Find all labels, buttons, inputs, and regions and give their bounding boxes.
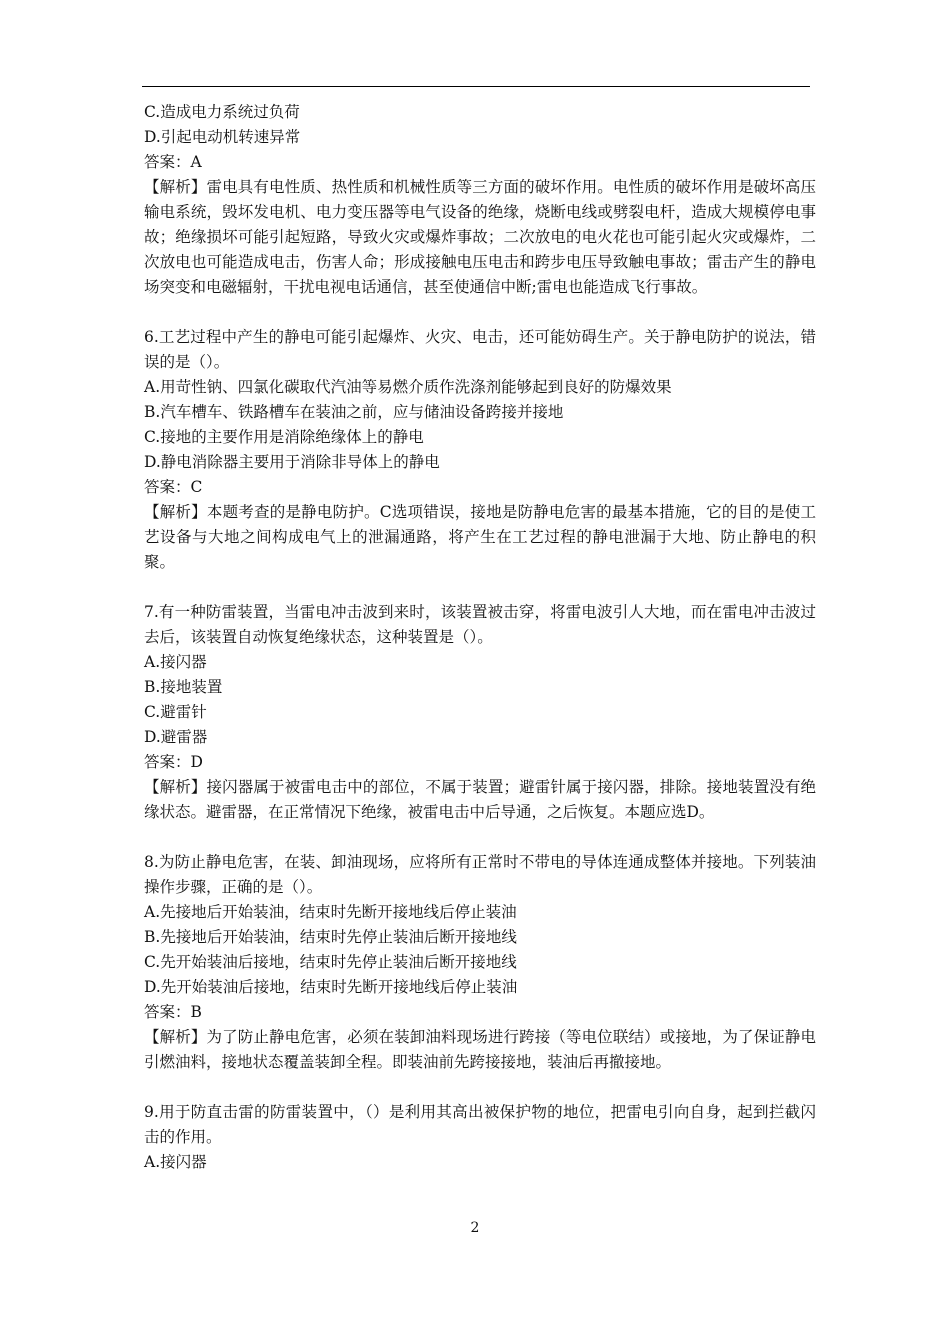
spacer [144, 825, 816, 850]
question-9-stem: 9.用于防直击雷的防雷装置中，（）是利用其高出被保护物的地位，把雷电引向自身，起到拦截闪击的作用。 [144, 1103, 816, 1146]
question-6-option-c: C.接地的主要作用是消除绝缘体上的静电 [144, 428, 424, 446]
question-8-option-a: A.先接地后开始装油，结束时先断开接地线后停止装油 [144, 903, 517, 921]
spacer [144, 300, 816, 325]
answer: 答案：A [144, 153, 202, 171]
document-body [144, 100, 816, 1175]
question-8-option-b: B.先接地后开始装油，结束时先停止装油后断开接地线 [144, 928, 517, 946]
question-6-option-a: A.用苛性钠、四氯化碳取代汽油等易燃介质作洗涤剂能够起到良好的防爆效果 [144, 378, 672, 396]
option-c: C.造成电力系统过负荷 [144, 103, 300, 121]
analysis: 【解析】雷电具有电性质、热性质和机械性质等三方面的破坏作用。电性质的破坏作用是破坏高压输电系统，毁坏发电机、电力变压器等电气设备的绝缘，烧断电线或劈裂电杆，造成大规模停电事故；绝缘损坏可能引起短路，导致火灾或爆炸事故；二次放电的电火花也可能引起火灾或爆炸，二次放电也可能造成电击，伤害人命；形成接触电压电击和跨步电压导致触电事故；雷击产生的静电场突变和电磁辐射，干扰电视电话通信，甚至使通信中断;雷电也能造成飞行事故。 [144, 178, 816, 296]
question-8-analysis: 【解析】为了防止静电危害，必须在装卸油料现场进行跨接（等电位联结）或接地，为了保证静电引燃油料，接地状态覆盖装卸全程。即装油前先跨接接地，装油后再撤接地。 [144, 1028, 816, 1071]
question-8-option-c: C.先开始装油后接地，结束时先停止装油后断开接地线 [144, 953, 517, 971]
question-6-analysis: 【解析】本题考查的是静电防护。C选项错误，接地是防静电危害的最基本措施，它的目的是使工艺设备与大地之间构成电气上的泄漏通路，将产生在工艺过程的静电泄漏于大地、防止静电的积聚。 [144, 503, 816, 571]
question-8-stem: 8.为防止静电危害，在装、卸油现场，应将所有正常时不带电的导体连通成整体并接地。下列装油操作步骤，正确的是（）。 [144, 853, 816, 896]
option-d: D.引起电动机转速异常 [144, 128, 301, 146]
question-6-option-b: B.汽车槽车、铁路槽车在装油之前，应与储油设备跨接并接地 [144, 403, 564, 421]
question-6-option-d: D.静电消除器主要用于消除非导体上的静电 [144, 453, 440, 471]
spacer [144, 1075, 816, 1100]
question-7-option-a: A.接闪器 [144, 653, 207, 671]
question-7-option-d: D.避雷器 [144, 728, 208, 746]
spacer [144, 575, 816, 600]
page-number: 2 [470, 1220, 480, 1236]
question-7-stem: 7.有一种防雷装置，当雷电冲击波到来时，该装置被击穿，将雷电波引人大地，而在雷电冲击波过去后，该装置自动恢复绝缘状态，这种装置是（）。 [144, 603, 816, 646]
question-7-answer: 答案：D [144, 753, 203, 771]
question-7-analysis: 【解析】接闪器属于被雷电击中的部位，不属于装置；避雷针属于接闪器，排除。接地装置没有绝缘状态。避雷器，在正常情况下绝缘，被雷电击中后导通，之后恢复。本题应选D。 [144, 778, 816, 821]
header-rule [142, 86, 810, 87]
question-8-option-d: D.先开始装油后接地，结束时先断开接地线后停止装油 [144, 978, 518, 996]
question-8-answer: 答案：B [144, 1003, 202, 1021]
question-6-stem: 6.工艺过程中产生的静电可能引起爆炸、火灾、电击，还可能妨碍生产。关于静电防护的说法，错误的是（）。 [144, 328, 816, 371]
question-9-option-a: A.接闪器 [144, 1153, 207, 1171]
question-6-answer: 答案：C [144, 478, 203, 496]
question-7-option-c: C.避雷针 [144, 703, 207, 721]
question-7-option-b: B.接地装置 [144, 678, 223, 696]
